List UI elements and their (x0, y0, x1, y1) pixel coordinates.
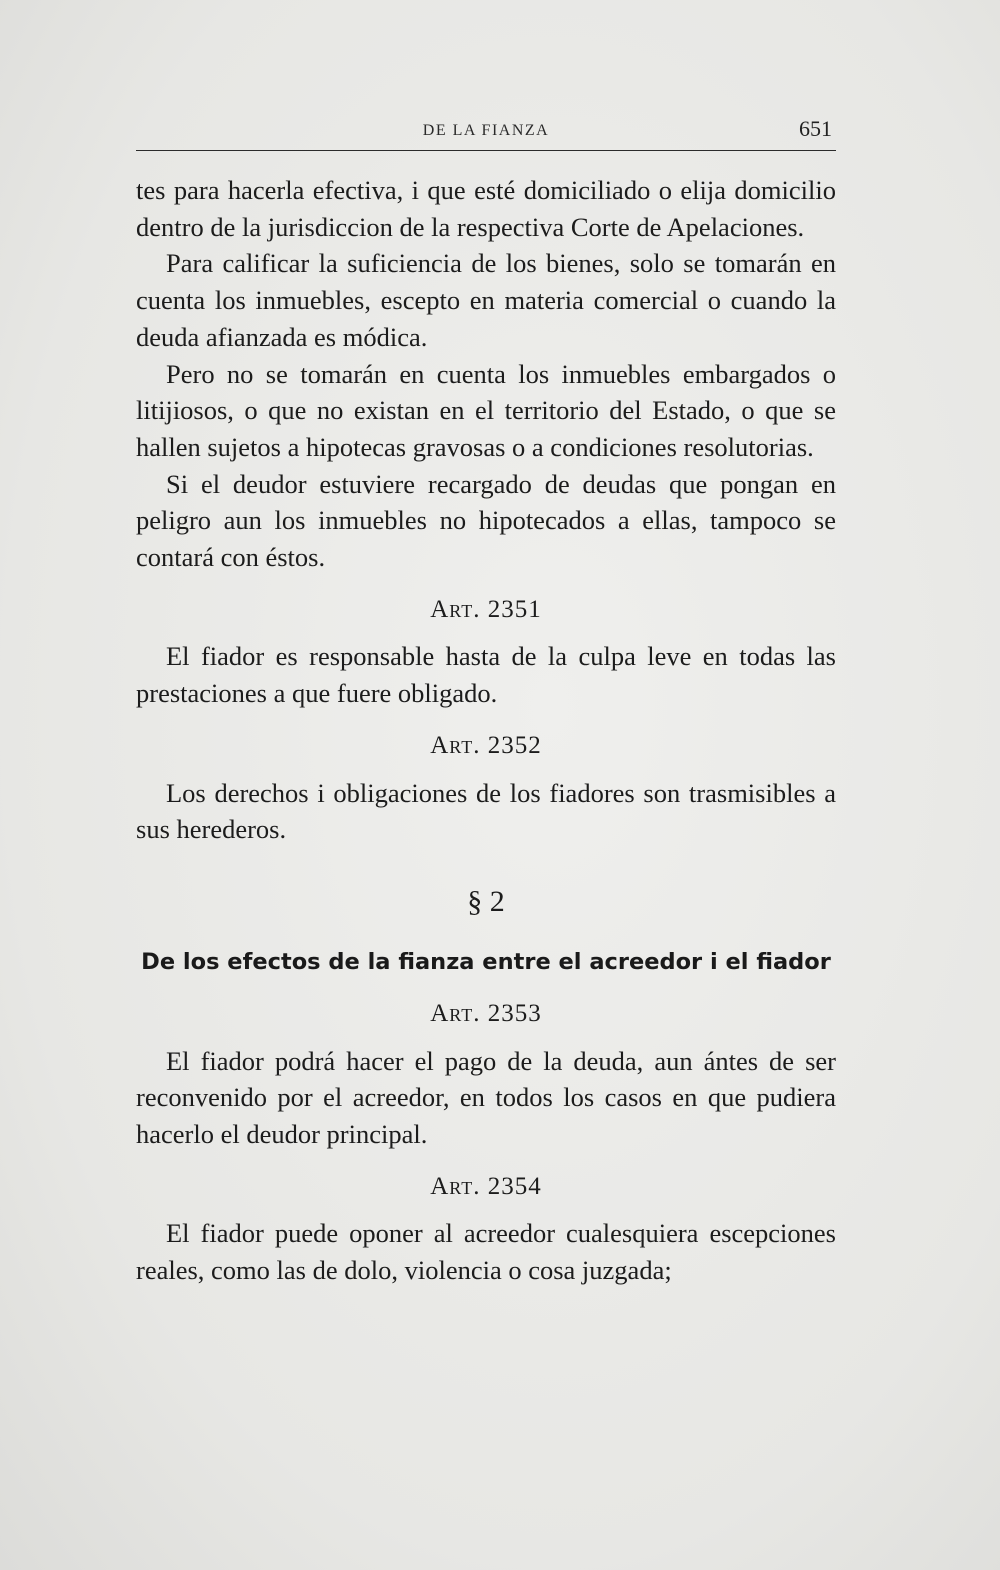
paragraph-art-2352: Los derechos i obligaciones de los fiadores son trasmisibles a sus herederos. (136, 777, 836, 845)
header-rule (136, 150, 836, 151)
paragraph-exclusions: Pero no se tomarán en cuenta los inmuebles embargados o litijiosos, o que no existan en el territorio del Estado, o que se hallen sujetos a hipotecas gravosas o a condiciones resolutorias. (136, 358, 836, 462)
article-label: Art. (430, 595, 481, 623)
page-header (136, 110, 836, 150)
article-heading-2352 (136, 728, 836, 765)
article-label: Art. (430, 999, 481, 1027)
page-number: 651 (799, 116, 832, 141)
page-body (136, 172, 836, 1289)
paragraph-sufficiency: Para calificar la suficiencia de los bienes, solo se tomarán en cuenta los inmuebles, escepto en materia comercial o cuando la deuda afianzada es módica. (136, 248, 836, 352)
article-label: Art. (430, 1172, 481, 1200)
section-title: De los efectos de la fianza entre el acreedor i el fiador (141, 948, 831, 975)
article-heading-2353 (136, 996, 836, 1033)
article-number: 2354 (487, 1172, 542, 1200)
paragraph-art-2354: El fiador puede oponer al acreedor cualesquiera escepciones reales, como las de dolo, violencia o cosa juzgada; (136, 1218, 836, 1286)
article-label: Art. (430, 731, 481, 759)
section-mark: § 2 (467, 884, 505, 918)
article-number: 2353 (487, 999, 542, 1027)
paragraph-continuation: tes para hacerla efectiva, i que esté domiciliado o elija domicilio dentro de la jurisdiccion de la respectiva Corte de Apelaciones. (136, 175, 836, 242)
running-title: DE LA FIANZA (422, 122, 550, 139)
article-number: 2352 (487, 731, 542, 759)
article-number: 2351 (487, 595, 542, 623)
article-heading-2354 (136, 1169, 836, 1206)
paragraph-art-2351: El fiador es responsable hasta de la culpa leve en todas las prestaciones a que fuere obligado. (136, 641, 836, 709)
paragraph-burdened-debtor: Si el deudor estuviere recargado de deudas que pongan en peligro aun los inmuebles no hipotecados a ellas, tampoco se contará con éstos. (136, 468, 836, 573)
article-heading-2351 (136, 592, 836, 629)
paragraph-art-2353: El fiador podrá hacer el pago de la deuda, aun ántes de ser reconvenido por el acreedor, en todos los casos en que pudiera hacerlo el deudor principal. (136, 1045, 836, 1150)
